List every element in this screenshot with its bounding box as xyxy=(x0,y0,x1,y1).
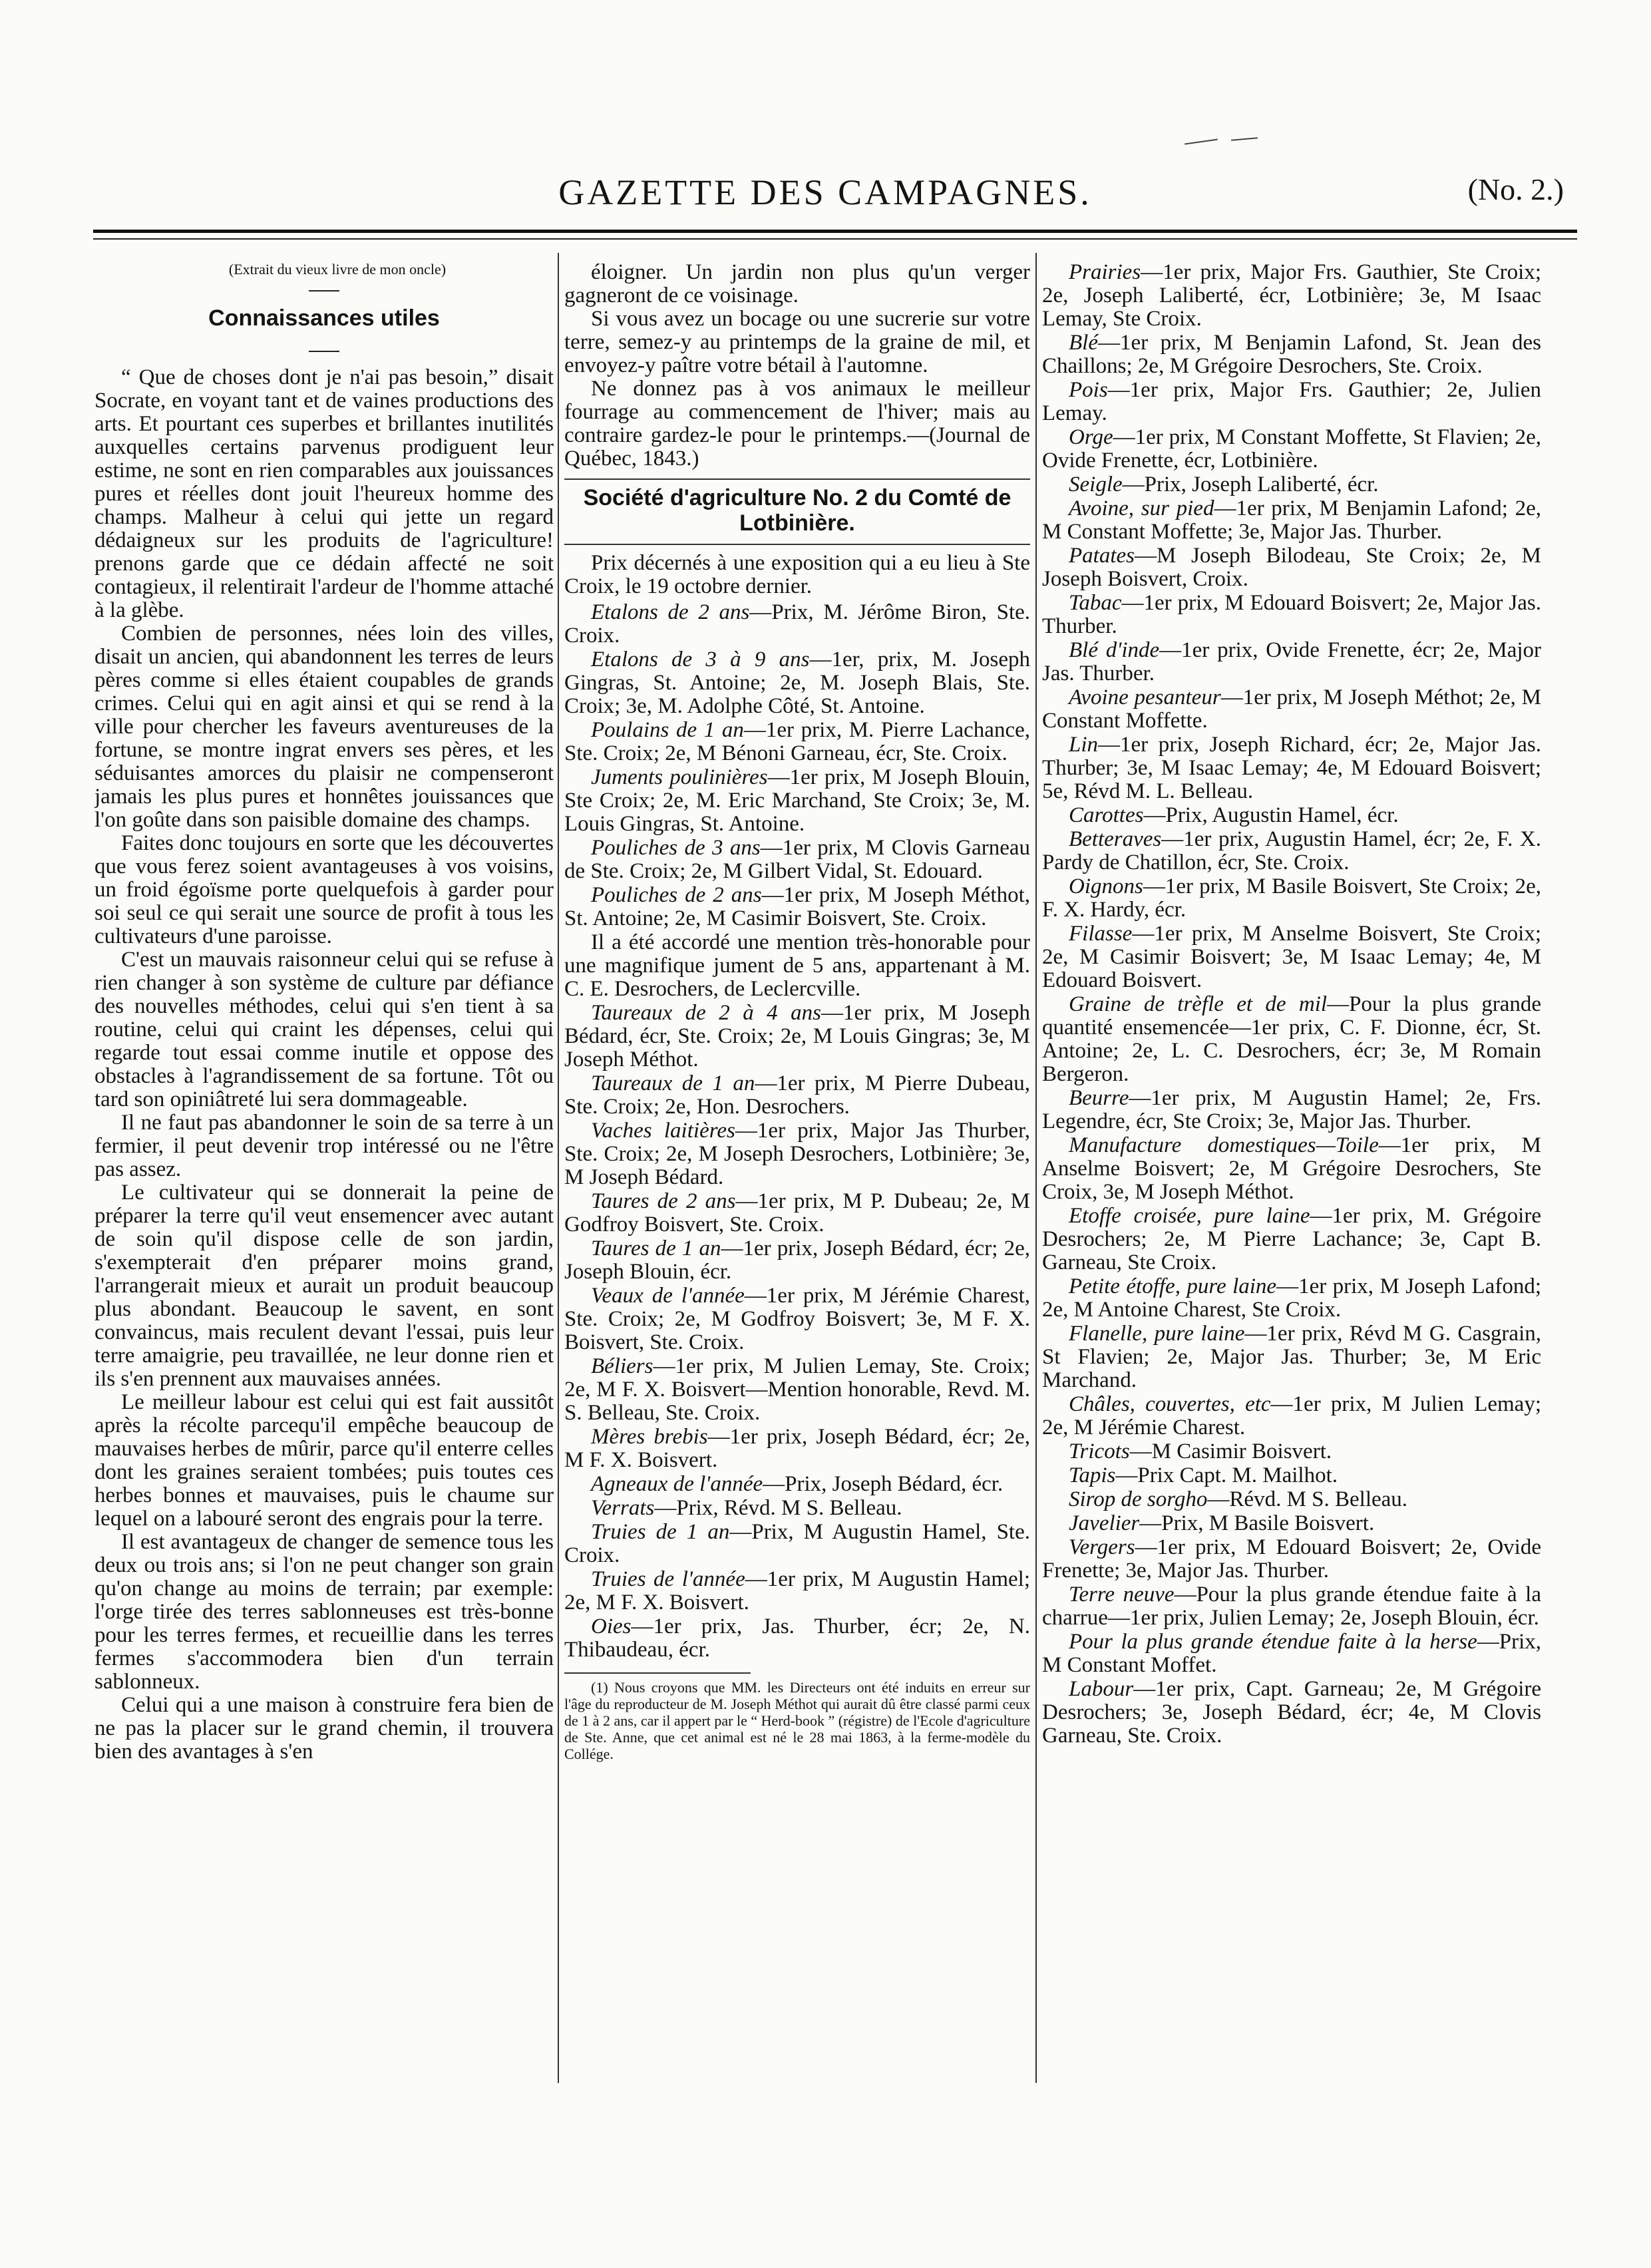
prize-category: Châles, couvertes, etc xyxy=(1069,1392,1271,1416)
prize-entry xyxy=(564,601,1030,648)
prize-entry xyxy=(1042,922,1541,992)
prize-category: Béliers xyxy=(591,1354,653,1378)
prize-entry xyxy=(564,884,1030,930)
prize-category: Truies de 1 an xyxy=(591,1520,730,1544)
prize-winners: —1er prix, M Benjamin Lafond, St. Jean des Chaillons; 2e, M Grégoire Desrochers, Ste. Croix. xyxy=(1042,331,1541,378)
prize-entry xyxy=(1042,1205,1541,1274)
prize-category: Truies de l'année xyxy=(591,1567,745,1591)
prize-entry xyxy=(1042,473,1541,496)
prize-entry xyxy=(1042,592,1541,638)
prize-winners: —Révd. M S. Belleau. xyxy=(1207,1487,1408,1511)
prize-category: Tapis xyxy=(1069,1463,1116,1487)
issue-number: (No. 2.) xyxy=(1467,172,1564,206)
prize-entry xyxy=(1042,733,1541,803)
prize-winners: —Pour la plus grande quantité ensemencée—1er prix, C. F. Dionne, écr, St. Antoine; 2e, L. C. Desrochers, écr; 3e, M Romain Bergeron. xyxy=(1042,992,1541,1086)
prize-entry xyxy=(564,931,1030,1001)
footnote: (1) Nous croyons que MM. les Directeurs ont été induits en erreur sur l'âge du reproducteur de M. Joseph Méthot qui aurait dû être classé parmi ceux de 1 à 2 ans, car il appert par le “ Herd-book ” (régistre) de l'Ecole d'agriculture de Ste. Anne, que cet animal est né le 28 mai 1863, à la ferme-modèle du Collége. xyxy=(564,1679,1030,1762)
prize-winners: —1er prix, M Constant Moffette, St Flavien; 2e, Ovide Frenette, écr, Lotbinière. xyxy=(1042,425,1541,472)
prize-entry xyxy=(1042,1630,1541,1677)
article-body xyxy=(94,366,554,1764)
society-heading: Société d'agriculture No. 2 du Comté de Lotbinière. xyxy=(583,485,1011,536)
prize-intro: Prix décernés à une exposition qui a eu lieu à Ste Croix, le 19 octobre dernier. xyxy=(564,551,1030,598)
prize-entry xyxy=(1042,1275,1541,1322)
prize-winners: —1er prix, Jas. Thurber, écr; 2e, N. Thibaudeau, écr. xyxy=(564,1614,1030,1662)
prize-winners: —1er prix, M Edouard Boisvert; 2e, Ovide Frenette; 3e, Major Jas. Thurber. xyxy=(1042,1535,1541,1583)
prize-entry xyxy=(1042,1322,1541,1392)
prize-winners: —1er prix, M Joseph Méthot; 2e, M Constant Moffette. xyxy=(1042,685,1541,733)
prize-category: Taureaux de 2 à 4 ans xyxy=(591,1001,821,1025)
prize-category: Etalons de 2 ans xyxy=(591,600,750,624)
prize-winners: —M Joseph Bilodeau, Ste Croix; 2e, M Joseph Boisvert, Croix. xyxy=(1042,544,1541,591)
paragraph: Si vous avez un bocage ou une sucrerie sur votre terre, semez-y au printemps de la graine de mil, et envoyez-y paître votre bétail à l'automne. xyxy=(564,307,1030,377)
prize-winners: —1er prix, M Julien Lemay; 2e, M Jérémie Charest. xyxy=(1042,1392,1541,1439)
prize-entry xyxy=(1042,875,1541,922)
short-dash xyxy=(94,278,554,301)
prize-entry xyxy=(1042,639,1541,685)
prize-category: Juments poulinières xyxy=(591,765,768,789)
prize-entry xyxy=(564,1521,1030,1567)
prize-entry xyxy=(564,1072,1030,1119)
prize-list xyxy=(1042,261,1541,1748)
prize-winners: —Pour la plus grande étendue faite à la charrue—1er prix, Julien Lemay; 2e, Joseph Blouin, écr. xyxy=(1042,1583,1541,1630)
prize-entry xyxy=(564,1473,1030,1496)
prize-category: Labour xyxy=(1069,1677,1134,1701)
prize-winners: —1er prix, M Pierre Dubeau, Ste. Croix; 2e, Hon. Desrochers. xyxy=(564,1071,1030,1119)
prize-category: Mères brebis xyxy=(591,1425,708,1449)
prize-winners: —1er prix, M Clovis Garneau de Ste. Croix; 2e, M Gilbert Vidal, St. Edouard. xyxy=(564,836,1030,883)
paragraph: “ Que de choses dont je n'ai pas besoin,” disait Socrate, en voyant tant et de vaines productions des arts. Et pourtant ces superbes et brillantes inutilités auxquelles certains parvenus prodiguent leur estime, ne sont en rien comparables aux jouissances pures et réelles dont jouit l'heureux homme des champs. Malheur à celui qui jette un regard dédaigneux sur les produits de l'agriculture! prenons garde que ce dédain affecté ne soit contagieux, il relentirait l'ardeur de l'homme attaché à la glèbe. xyxy=(94,365,554,622)
prize-winners: —1er prix, M Joseph Blouin, Ste Croix; 2e, M. Eric Marchand, Ste Croix; 3e, M. Louis Gingras, St. Antoine. xyxy=(564,765,1030,836)
newspaper-title: GAZETTE DES CAMPAGNES. xyxy=(558,172,1092,212)
prize-winners: —1er prix, Joseph Bédard, écr; 2e, Joseph Blouin, écr. xyxy=(564,1236,1030,1284)
prize-winners: —1er prix, Major Frs. Gauthier, Ste Croix; 2e, Joseph Laliberté, écr, Lotbinière; 3e, M Isaac Lemay, Ste Croix. xyxy=(1042,261,1541,331)
prize-category: Etoffe croisée, pure laine xyxy=(1069,1204,1310,1228)
margin-marks xyxy=(1185,133,1264,153)
prize-category: Pouliches de 3 ans xyxy=(591,836,761,860)
prize-entry xyxy=(1042,379,1541,425)
masthead xyxy=(93,172,1564,225)
prize-category: Blé xyxy=(1069,331,1098,355)
prize-winners: Il a été accordé une mention très-honorable pour une magnifique jument de 5 ans, appartenant à M. C. E. Desrochers, de Leclercville. xyxy=(564,930,1030,1001)
prize-category: Vergers xyxy=(1069,1535,1135,1559)
prize-winners: —Prix, Joseph Laliberté, écr. xyxy=(1122,472,1379,496)
prize-category: Pour la plus grande étendue faite à la herse xyxy=(1069,1630,1477,1654)
prize-category: Tabac xyxy=(1069,591,1122,615)
prize-category: Taures de 1 an xyxy=(591,1236,721,1260)
paragraph: Il ne faut pas abandonner le soin de sa terre à un fermier, il peut devenir trop intéressé ou ne l'être pas assez. xyxy=(94,1111,554,1181)
prize-category: Verrats xyxy=(591,1496,655,1520)
prize-winners: —1er prix, Joseph Bédard, écr; 2e, M F. X. Boisvert. xyxy=(564,1425,1030,1472)
header-rule-thin xyxy=(93,238,1577,240)
prize-category: Agneaux de l'année xyxy=(591,1472,763,1496)
prize-winners: —Prix, M Augustin Hamel, Ste. Croix. xyxy=(564,1520,1030,1567)
paragraph: Faites donc toujours en sorte que les découvertes que vous ferez soient avantageuses à vos voisins, un froid égoïsme porte quelquefois à garder pour soi seul ce qui serait une source de profit à tous les cultivateurs d'une paroisse. xyxy=(94,831,554,948)
paragraph: Celui qui a une maison à construire fera bien de ne pas la placer sur le grand chemin, il trouvera bien des avantages à s'en xyxy=(94,1693,554,1764)
prize-category: Lin xyxy=(1069,733,1099,757)
prize-category: Carottes xyxy=(1069,803,1144,827)
prize-entry xyxy=(564,1497,1030,1520)
prize-winners: —M Casimir Boisvert. xyxy=(1129,1439,1332,1463)
paragraph: C'est un mauvais raisonneur celui qui se refuse à rien changer à son système de culture par défiance des nouvelles méthodes, celui qui s'en tient à sa routine, celui qui craint les dépenses, celui qui regarde tout essai comme inutile et oppose des obstacles à l'agrandissement de sa fortune. Tôt ou tard son opiniâtreté lui sera dommageable. xyxy=(94,948,554,1111)
prize-entry xyxy=(1042,497,1541,544)
prize-winners: —1er prix, M Jérémie Charest, Ste. Croix; 2e, M Godfroy Boisvert; 3e, M F. X. Boisvert, Ste. Croix. xyxy=(564,1284,1030,1354)
prize-winners: —1er prix, M Anselme Boisvert, Ste Croix; 2e, M Casimir Boisvert; 3e, M Isaac Lemay; 4e, M Edouard Boisvert. xyxy=(1042,922,1541,992)
prize-entry xyxy=(1042,1134,1541,1204)
column-1 xyxy=(94,261,554,2098)
prize-category: Vaches laitières xyxy=(591,1119,735,1143)
prize-winners: —1er prix, M Anselme Boisvert; 2e, M Grégoire Desrochers, Ste Croix, 3e, M Joseph Méthot. xyxy=(1042,1133,1541,1204)
article-heading: Connaissances utiles xyxy=(208,305,440,331)
prize-entry xyxy=(1042,1536,1541,1583)
header-rule-thick xyxy=(93,230,1577,233)
prize-winners: —1er prix, M. Pierre Lachance, Ste. Croix; 2e, M Bénoni Garneau, écr, Ste. Croix. xyxy=(564,718,1030,765)
prize-category: Blé d'inde xyxy=(1069,638,1160,662)
prize-winners: —1er prix, M P. Dubeau; 2e, M Godfroy Boisvert, Ste. Croix. xyxy=(564,1189,1030,1236)
prize-winners: —Prix, M. Jérôme Biron, Ste. Croix. xyxy=(564,600,1030,648)
prize-entry xyxy=(1042,828,1541,874)
prize-entry xyxy=(1042,1440,1541,1463)
prize-winners: —1er prix, M Augustin Hamel; 2e, M F. X. Boisvert. xyxy=(564,1567,1030,1614)
prize-winners: —1er prix, M Benjamin Lafond; 2e, M Constant Moffette; 3e, Major Jas. Thurber. xyxy=(1042,496,1541,544)
prize-entry xyxy=(1042,1087,1541,1133)
prize-category: Avoine, sur pied xyxy=(1069,496,1214,520)
prize-entry xyxy=(564,719,1030,765)
prize-entry xyxy=(564,837,1030,883)
prize-entry xyxy=(564,1190,1030,1236)
prize-entry xyxy=(564,1425,1030,1472)
prize-entry xyxy=(1042,331,1541,378)
prize-category: Betteraves xyxy=(1069,827,1162,851)
prize-winners: —1er prix, Joseph Richard, écr; 2e, Major Jas. Thurber; 3e, M Isaac Lemay; 4e, M Edouard Boisvert; 5e, Révd M. L. Belleau. xyxy=(1042,733,1541,803)
prize-winners: —1er prix, Révd M G. Casgrain, St Flavien; 2e, Major Jas. Thurber; 3e, M Eric Marchand. xyxy=(1042,1322,1541,1392)
prize-winners: —1er prix, M Joseph Lafond; 2e, M Antoine Charest, Ste Croix. xyxy=(1042,1274,1541,1322)
article-source: (Extrait du vieux livre de mon oncle) xyxy=(228,261,447,278)
prize-winners: —1er prix, Major Jas Thurber, Ste. Croix; 2e, M Joseph Desrochers, Lotbinière; 3e, M Joseph Bédard. xyxy=(564,1119,1030,1189)
prize-entry xyxy=(1042,1678,1541,1748)
prize-winners: —1er prix, M Basile Boisvert, Ste Croix; 2e, F. X. Hardy, écr. xyxy=(1042,874,1541,922)
prize-entry xyxy=(1042,1488,1541,1511)
prize-winners: —1er prix, Augustin Hamel, écr; 2e, F. X. Pardy de Chatillon, écr, Ste. Croix. xyxy=(1042,827,1541,874)
prize-winners: —1er prix, Major Frs. Gauthier; 2e, Julien Lemay. xyxy=(1042,378,1541,425)
prize-entry xyxy=(1042,1512,1541,1535)
prize-category: Graine de trèfle et de mil xyxy=(1069,992,1328,1016)
prize-entry xyxy=(1042,1464,1541,1487)
prize-entry xyxy=(1042,804,1541,827)
prize-category: Javelier xyxy=(1069,1511,1140,1535)
prize-entry xyxy=(564,648,1030,718)
prize-entry xyxy=(564,1355,1030,1425)
prize-category: Pois xyxy=(1069,378,1108,402)
footnote-rule xyxy=(564,1672,751,1674)
prize-entry xyxy=(564,1568,1030,1614)
prize-entry xyxy=(1042,993,1541,1086)
prize-entry xyxy=(564,766,1030,836)
prize-category: Seigle xyxy=(1069,472,1123,496)
prize-entry xyxy=(1042,686,1541,733)
prize-category: Flanelle, pure laine xyxy=(1069,1322,1245,1346)
prize-winners: —1er prix, M Julien Lemay, Ste. Croix; 2e, M F. X. Boisvert—Mention honorable, Revd. M. S. Belleau, Ste. Croix. xyxy=(564,1354,1030,1425)
prize-entry xyxy=(564,1237,1030,1284)
prize-category: Pouliches de 2 ans xyxy=(591,883,762,907)
prize-category: Oies xyxy=(591,1614,632,1638)
prize-category: Manufacture domestiques—Toile xyxy=(1069,1133,1379,1157)
column-divider-1 xyxy=(558,253,559,2083)
prize-winners: —1er prix, Ovide Frenette, écr; 2e, Major Jas. Thurber. xyxy=(1042,638,1541,685)
section-rule xyxy=(564,478,1030,480)
paragraph: Ne donnez pas à vos animaux le meilleur fourrage au commencement de l'hiver; mais au contraire gardez-le pour le printemps.—(Journal de Québec, 1843.) xyxy=(564,377,1030,471)
prize-winners: —Prix Capt. M. Mailhot. xyxy=(1115,1463,1338,1487)
prize-winners: —1er prix, M Edouard Boisvert; 2e, Major Jas. Thurber. xyxy=(1042,591,1541,638)
section-rule xyxy=(564,544,1030,545)
prize-category: Patates xyxy=(1069,544,1135,568)
prize-category: Taures de 2 ans xyxy=(591,1189,736,1213)
prize-entry xyxy=(564,1002,1030,1071)
prize-category: Poulains de 1 an xyxy=(591,718,744,742)
prize-category: Filasse xyxy=(1069,922,1133,946)
paragraph: Le meilleur labour est celui qui est fait aussitôt après la récolte parcequ'il empêche beaucoup de mauvaises herbes de mûrir, parce qu'il enterre celles dont les graines seraient tombées; puis toutes ces herbes bonnes et mauvaises, puis le chaume sur lequel on a labouré seront des engrais pour la terre. xyxy=(94,1390,554,1531)
prize-winners: —Prix, Joseph Bédard, écr. xyxy=(763,1472,1004,1496)
prize-category: Veaux de l'année xyxy=(591,1284,745,1308)
prize-category: Prairies xyxy=(1069,261,1141,284)
prize-entry xyxy=(1042,426,1541,472)
prize-winners: —1er prix, M Joseph Bédard, écr, Ste. Croix; 2e, M Louis Gingras; 3e, M Joseph Méthot. xyxy=(564,1001,1030,1071)
prize-winners: —Prix, M Basile Boisvert. xyxy=(1139,1511,1375,1535)
prize-entry xyxy=(564,1284,1030,1354)
short-dash xyxy=(94,339,554,362)
prize-entry xyxy=(1042,544,1541,591)
prize-winners: —1er prix, Capt. Garneau; 2e, M Grégoire Desrochers; 3e, Joseph Bédard, écr; 4e, M Clovis Garneau, Ste. Croix. xyxy=(1042,1677,1541,1748)
prize-winners: —Prix, M Constant Moffet. xyxy=(1042,1630,1541,1677)
column-divider-2 xyxy=(1035,253,1037,2083)
prize-entry xyxy=(1042,1393,1541,1439)
column-2 xyxy=(564,261,1030,2098)
prize-winners: —1er prix, M Augustin Hamel; 2e, Frs. Legendre, écr, Ste Croix; 3e, Major Jas. Thurber. xyxy=(1042,1086,1541,1133)
prize-category: Beurre xyxy=(1069,1086,1129,1110)
prize-category: Etalons de 3 à 9 ans xyxy=(591,648,810,671)
prize-category: Oignons xyxy=(1069,874,1143,898)
article-continuation xyxy=(564,261,1030,471)
prize-winners: —1er, prix, M. Joseph Gingras, St. Antoine; 2e, M. Joseph Blais, Ste. Croix; 3e, M. Adolphe Côté, St. Antoine. xyxy=(564,648,1030,718)
prize-list xyxy=(564,601,1030,1662)
column-3 xyxy=(1042,261,1541,2098)
prize-category: Taureaux de 1 an xyxy=(591,1071,755,1095)
prize-entry xyxy=(564,1615,1030,1662)
prize-winners: —1er prix, M Joseph Méthot, St. Antoine; 2e, M Casimir Boisvert, Ste. Croix. xyxy=(564,883,1030,930)
prize-entry xyxy=(564,1119,1030,1189)
prize-category: Avoine pesanteur xyxy=(1069,685,1221,709)
paragraph: Combien de personnes, nées loin des villes, disait un ancien, qui abandonnent les terres de leurs pères comme si elles étaient coupables de grands crimes. Celui qui en agit ainsi et qui se rend à la ville pour chercher les faveurs aventureuses de la fortune, se montre ingrat envers ses pères, et les séduisantes amorces du plaisir ne compenseront jamais les plus pures et honnêtes jouissances que l'on goûte dans son paisible domaine des champs. xyxy=(94,622,554,832)
paragraph: Le cultivateur qui se donnerait la peine de préparer la terre qu'il veut ensemencer avec autant de soin qu'il dispose celle de son jardin, s'exempterait d'en préparer moins grand, l'arrangerait mieux et aurait un produit beaucoup plus abondant. Beaucoup le savent, en sont convaincus, mais reculent devant l'essai, puis leur terre amaigrie, peu travaillée, ne leur donne rien et ils s'en prennent aux mauvaises années. xyxy=(94,1181,554,1391)
prize-category: Tricots xyxy=(1069,1439,1130,1463)
prize-category: Petite étoffe, pure laine xyxy=(1069,1274,1277,1298)
prize-category: Orge xyxy=(1069,425,1113,449)
prize-category: Terre neuve xyxy=(1069,1583,1175,1606)
prize-entry xyxy=(1042,261,1541,331)
prize-winners: —Prix, Augustin Hamel, écr. xyxy=(1143,803,1399,827)
prize-winners: —Prix, Révd. M S. Belleau. xyxy=(654,1496,902,1520)
prize-winners: —1er prix, M. Grégoire Desrochers; 2e, M Pierre Lachance; 3e, Capt B. Garneau, Ste Croix. xyxy=(1042,1204,1541,1274)
prize-category: Sirop de sorgho xyxy=(1069,1487,1208,1511)
paragraph: éloigner. Un jardin non plus qu'un verger gagneront de ce voisinage. xyxy=(564,261,1030,307)
prize-entry xyxy=(1042,1583,1541,1630)
paragraph: Il est avantageux de changer de semence tous les deux ou trois ans; si l'on ne peut changer son grain qu'on change au moins de terrain; par exemple: l'orge tirée des terres sablonneuses est très-bonne pour les terres fermes, et recueillie dans les terres fermes s'accommodera bien d'un terrain sablonneux. xyxy=(94,1530,554,1694)
